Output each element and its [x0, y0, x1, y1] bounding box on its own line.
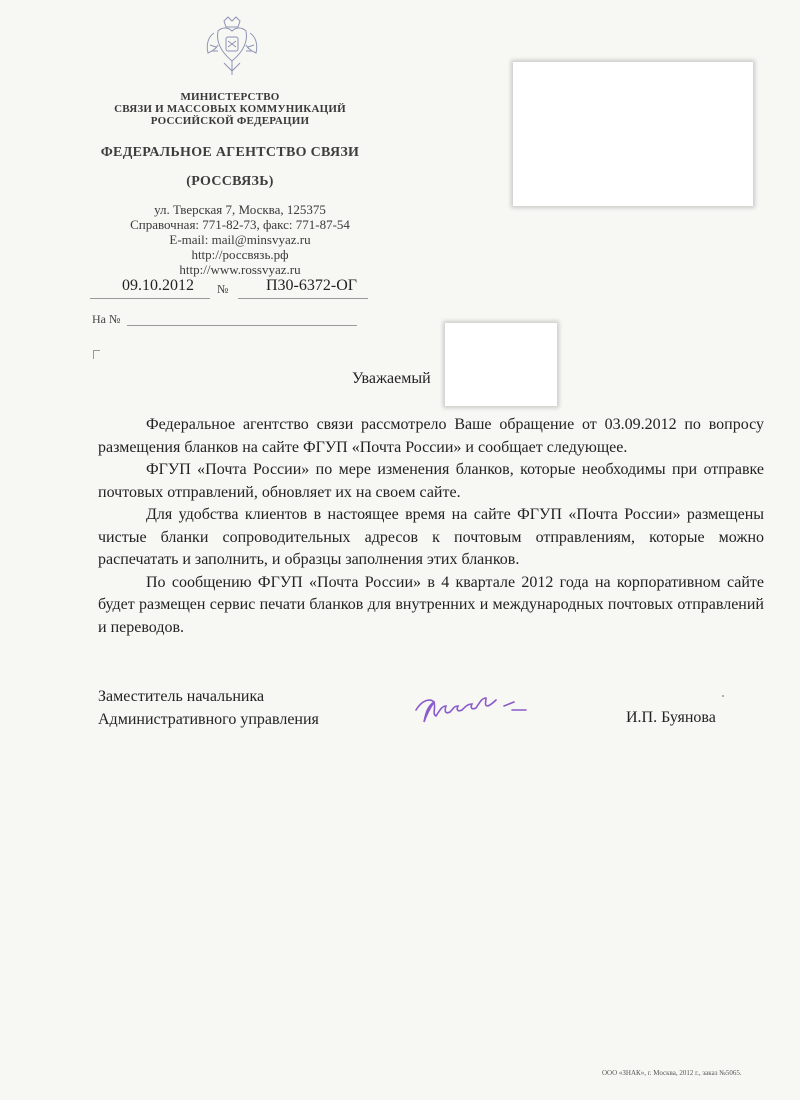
ministry-line: МИНИСТЕРСТВО [180, 91, 280, 103]
handwritten-signature [408, 690, 538, 730]
coat-of-arms-emblem-icon [204, 15, 260, 79]
paragraph: По сообщению ФГУП «Почта России» в 4 квартале 2012 года на корпоративном сайте будет размещен сервис печати бланков для внутренних и международных почтовых отправлений и переводов. [98, 573, 764, 636]
paragraph: Для удобства клиентов в настоящее время на сайте ФГУП «Почта России» размещены чистые бланки сопроводительных адресов к почтовым отправлениям, которые можно распечатать и заполнить, и образцы заполнения этих бланков. [98, 506, 764, 568]
signer-position-line: Заместитель начальника [98, 688, 265, 705]
paragraph: ФГУП «Почта России» по мере изменения бланков, которые необходимы при отправке почтовых отправлений, обновляет их на своем сайте. [98, 461, 764, 501]
stray-mark [722, 695, 724, 697]
address-corner-mark [93, 350, 100, 359]
date-underline [90, 298, 210, 299]
agency-short-name: (РОССВЯЗЬ) [186, 174, 274, 189]
phones: Справочная: 771-82-73, факс: 771-87-54 [130, 217, 350, 232]
print-footer: ООО «ЗНАК», г. Москва, 2012 г., заказ №5065. [602, 1069, 742, 1077]
email: E-mail: mail@minsvyaz.ru [169, 232, 311, 247]
contact-block [95, 202, 385, 277]
reference-label: На № [92, 312, 121, 326]
number-underline [238, 298, 368, 299]
signer-position-line: Административного управления [98, 710, 319, 728]
reference-underline [127, 325, 357, 326]
letter-body [98, 414, 764, 639]
signer-name: И.П. Буянова [626, 709, 716, 726]
letter-date: 09.10.2012 [122, 277, 194, 294]
paragraph: Федеральное агентство связи рассмотрело Ваше обращение от 03.09.2012 по вопросу размещения бланков на сайте ФГУП «Почта России» и сообщает следующее. [98, 416, 764, 456]
letter-number: П30-6372-ОГ [266, 277, 358, 294]
ministry-line: РОССИЙСКОЙ ФЕДЕРАЦИИ [150, 115, 310, 127]
ministry-line: СВЯЗИ И МАССОВЫХ КОММУНИКАЦИЙ [114, 103, 346, 115]
signer-position [98, 686, 319, 731]
redacted-recipient-name [445, 323, 557, 406]
agency-name: ФЕДЕРАЛЬНОЕ АГЕНТСТВО СВЯЗИ [100, 145, 360, 160]
redacted-recipient-address [513, 62, 753, 206]
address: ул. Тверская 7, Москва, 125375 [154, 202, 326, 217]
website-rf: http://россвязь.рф [191, 247, 289, 262]
greeting: Уважаемый [352, 370, 431, 387]
website-ru: http://www.rossvyaz.ru [179, 262, 301, 277]
number-sign: № [217, 282, 229, 296]
ministry-name [90, 91, 370, 127]
